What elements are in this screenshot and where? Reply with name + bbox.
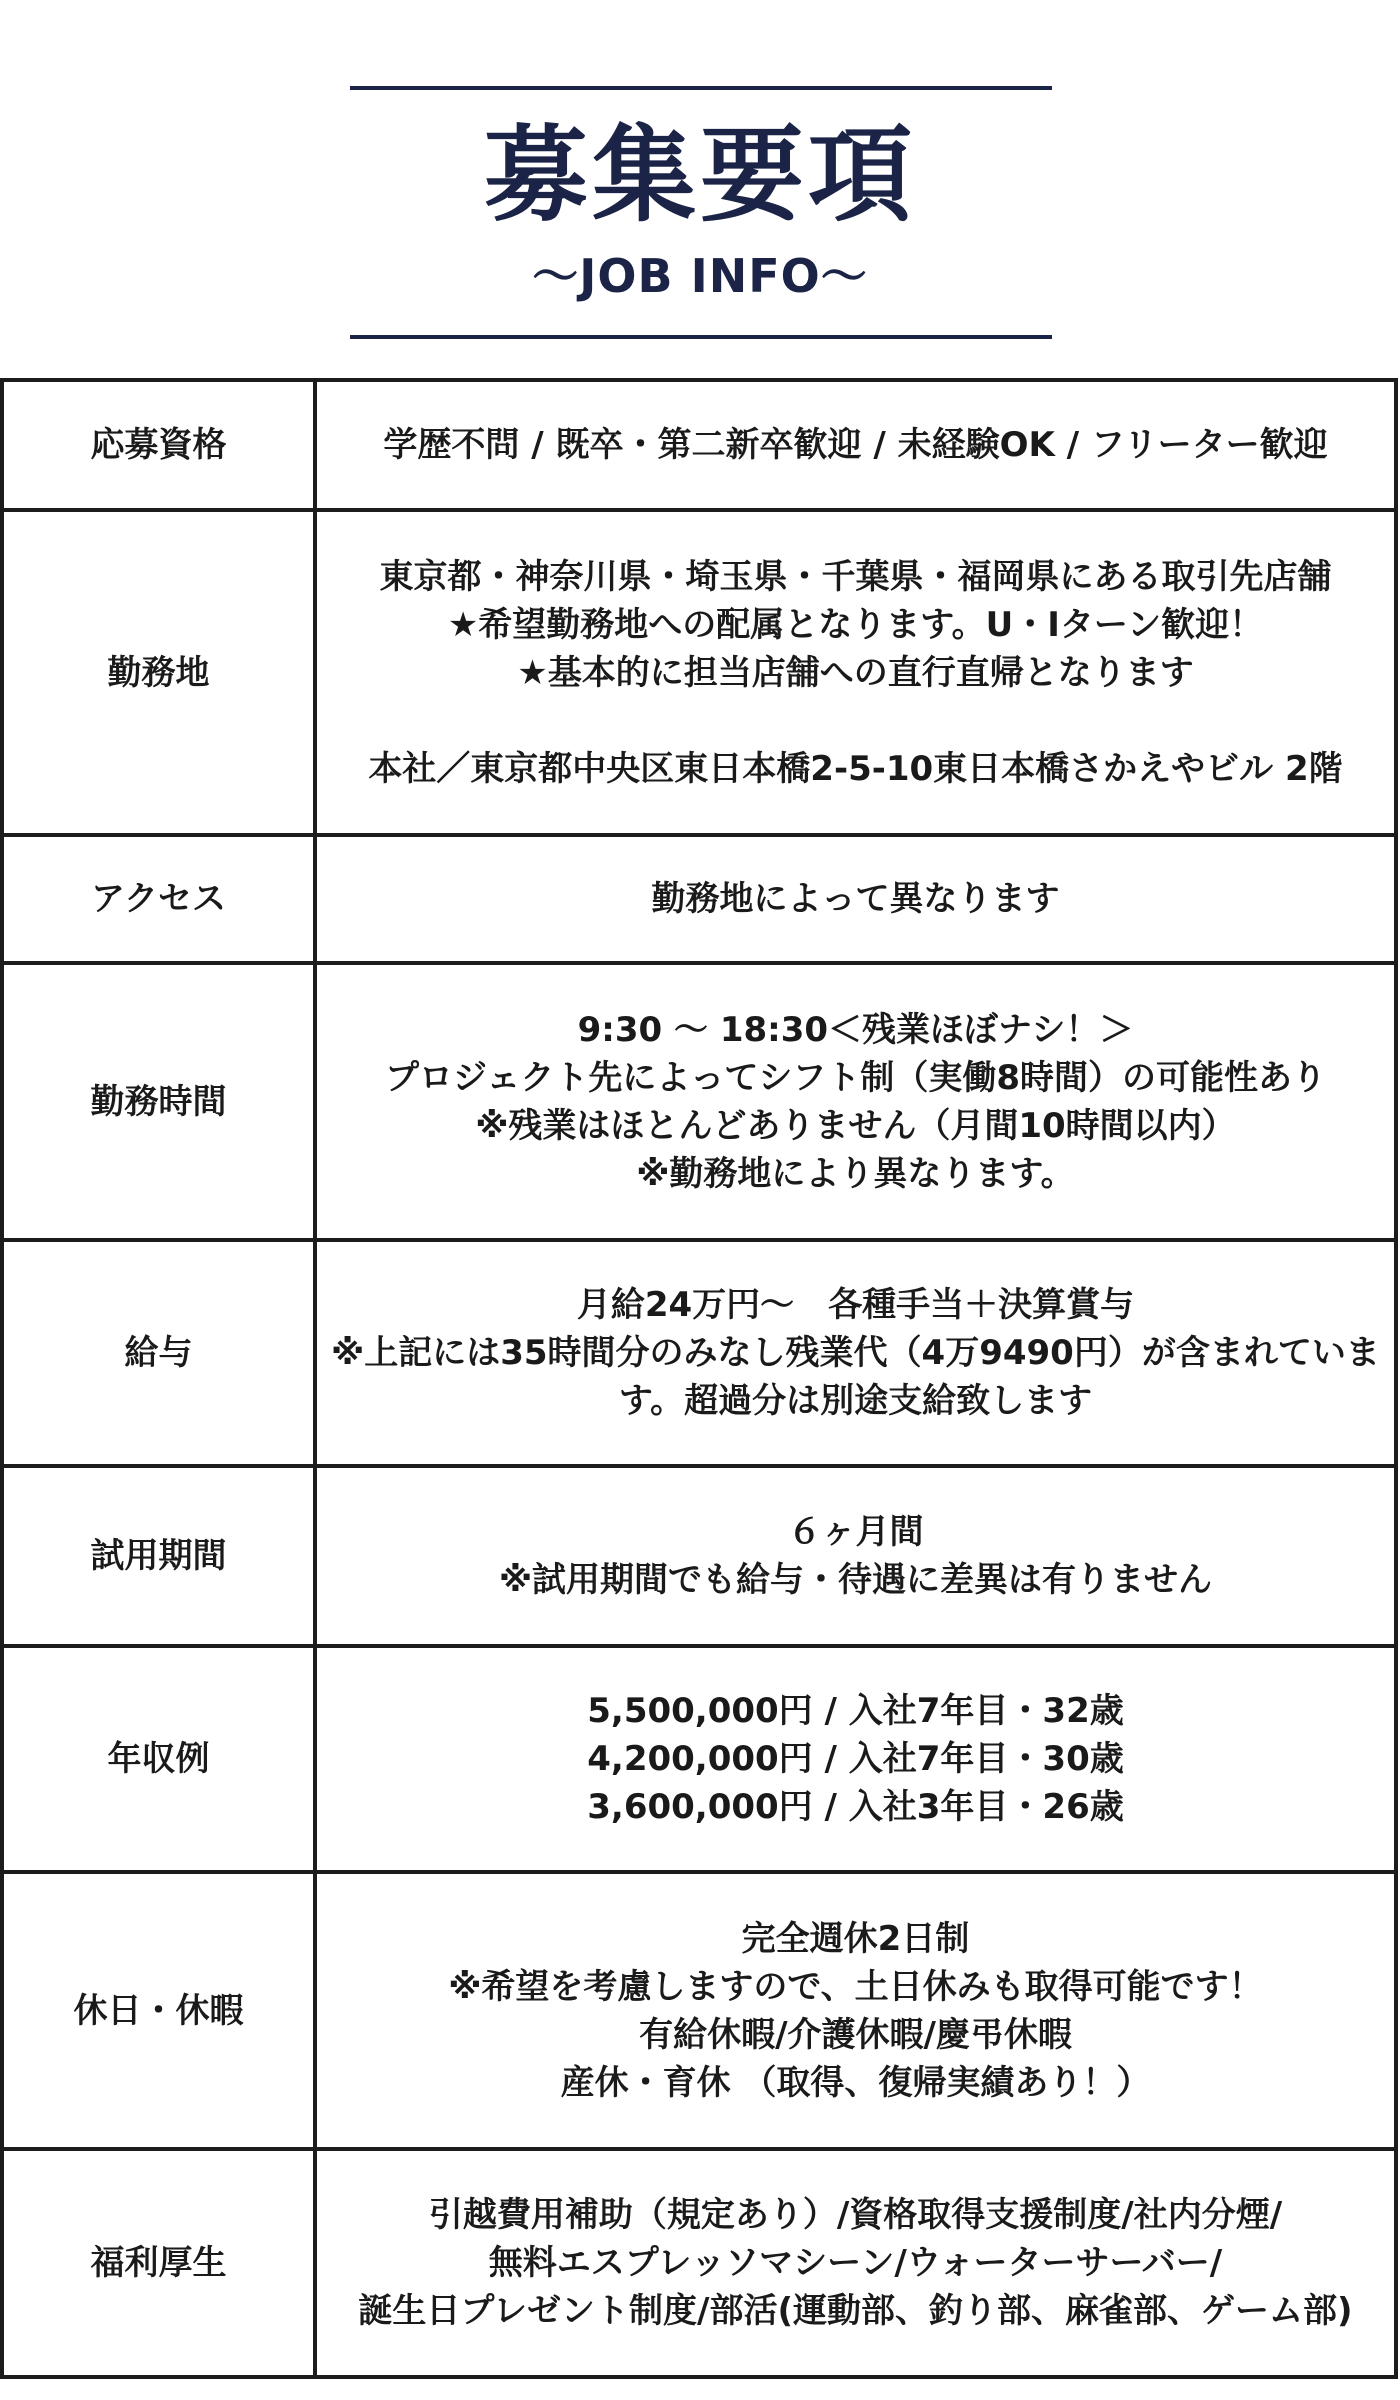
value-line: 本社／東京都中央区東日本橋2-5-10東日本橋さかえやビル 2階 [368,748,1343,789]
row-value [315,1646,1396,1872]
row-working-hours [2,963,1396,1240]
row-benefits [2,2149,1396,2377]
page-header [0,0,1400,380]
header-bottom-rule [350,335,1052,339]
row-trial-period [2,1466,1396,1646]
row-label: 応募資格 [2,380,315,510]
value-spacer [331,697,1380,745]
value-line: ※上記には35時間分のみなし残業代（4万9490円）が含まれています。超過分は別途支給致します [331,1333,1380,1421]
value-line: 産休・育休 （取得、復帰実績あり！） [560,2062,1151,2103]
row-value [315,1240,1396,1466]
row-label: 福利厚生 [2,2149,315,2377]
row-value [315,963,1396,1240]
value-line: 3,600,000円 / 入社3年目・26歳 [587,1787,1124,1827]
row-label: 試用期間 [2,1466,315,1646]
job-info-table [0,378,1398,2379]
row-holidays [2,1872,1396,2149]
value-line: 東京都・神奈川県・埼玉県・千葉県・福岡県にある取引先店舗 [379,556,1332,597]
value-line: ※勤務地により異なります。 [636,1153,1075,1194]
value-line: 完全週休2日制 [741,1918,970,1959]
row-annual-income [2,1646,1396,1872]
value-line: 誕生日プレゼント制度/部活(運動部、釣り部、麻雀部、ゲーム部) [358,2291,1353,2331]
page-subtitle: ～JOB INFO～ [532,249,868,303]
row-value [315,1872,1396,2149]
page-title: 募集要項 [483,114,916,236]
value-line: 5,500,000円 / 入社7年目・32歳 [587,1691,1124,1731]
row-qualifications [2,380,1396,510]
value-line: 勤務地によって異なります [651,879,1060,919]
value-line: ※残業はほとんどありません（月間10時間以内） [475,1105,1236,1146]
row-value [315,380,1396,510]
row-work-location [2,510,1396,835]
value-line: ※希望を考慮しますので、土日休みも取得可能です！ [448,1966,1263,2007]
row-value [315,2149,1396,2377]
value-line: ※試用期間でも給与・待遇に差異は有りません [498,1560,1213,1600]
value-line: ★希望勤務地への配属となります。U・Iターン歓迎！ [447,604,1264,645]
row-value [315,1466,1396,1646]
value-line: 9:30 ～ 18:30＜残業ほぼナシ！＞ [577,1009,1134,1050]
row-label: 休日・休暇 [2,1872,315,2149]
row-value [315,510,1396,835]
value-line: ★基本的に担当店舗への直行直帰となります [517,652,1194,693]
value-line: 引越費用補助（規定あり）/資格取得支援制度/社内分煙/ [428,2195,1283,2235]
row-label: 勤務時間 [2,963,315,1240]
value-line: 有給休暇/介護休暇/慶弔休暇 [639,2014,1072,2055]
row-salary [2,1240,1396,1466]
row-label: 給与 [2,1240,315,1466]
value-line: 月給24万円～ 各種手当＋決算賞与 [576,1285,1135,1325]
value-line: 無料エスプレッソマシーン/ウォーターサーバー/ [488,2243,1223,2283]
value-line: ６ヶ月間 [787,1512,924,1552]
row-label: 勤務地 [2,510,315,835]
value-line: プロジェクト先によってシフト制（実働8時間）の可能性あり [385,1057,1326,1098]
header-top-rule [350,86,1052,90]
row-label: 年収例 [2,1646,315,1872]
value-line: 学歴不問 / 既卒・第二新卒歓迎 / 未経験OK / フリーター歓迎 [383,425,1328,465]
row-value [315,835,1396,963]
row-label: アクセス [2,835,315,963]
row-access [2,835,1396,963]
value-line: 4,200,000円 / 入社7年目・30歳 [587,1739,1124,1779]
